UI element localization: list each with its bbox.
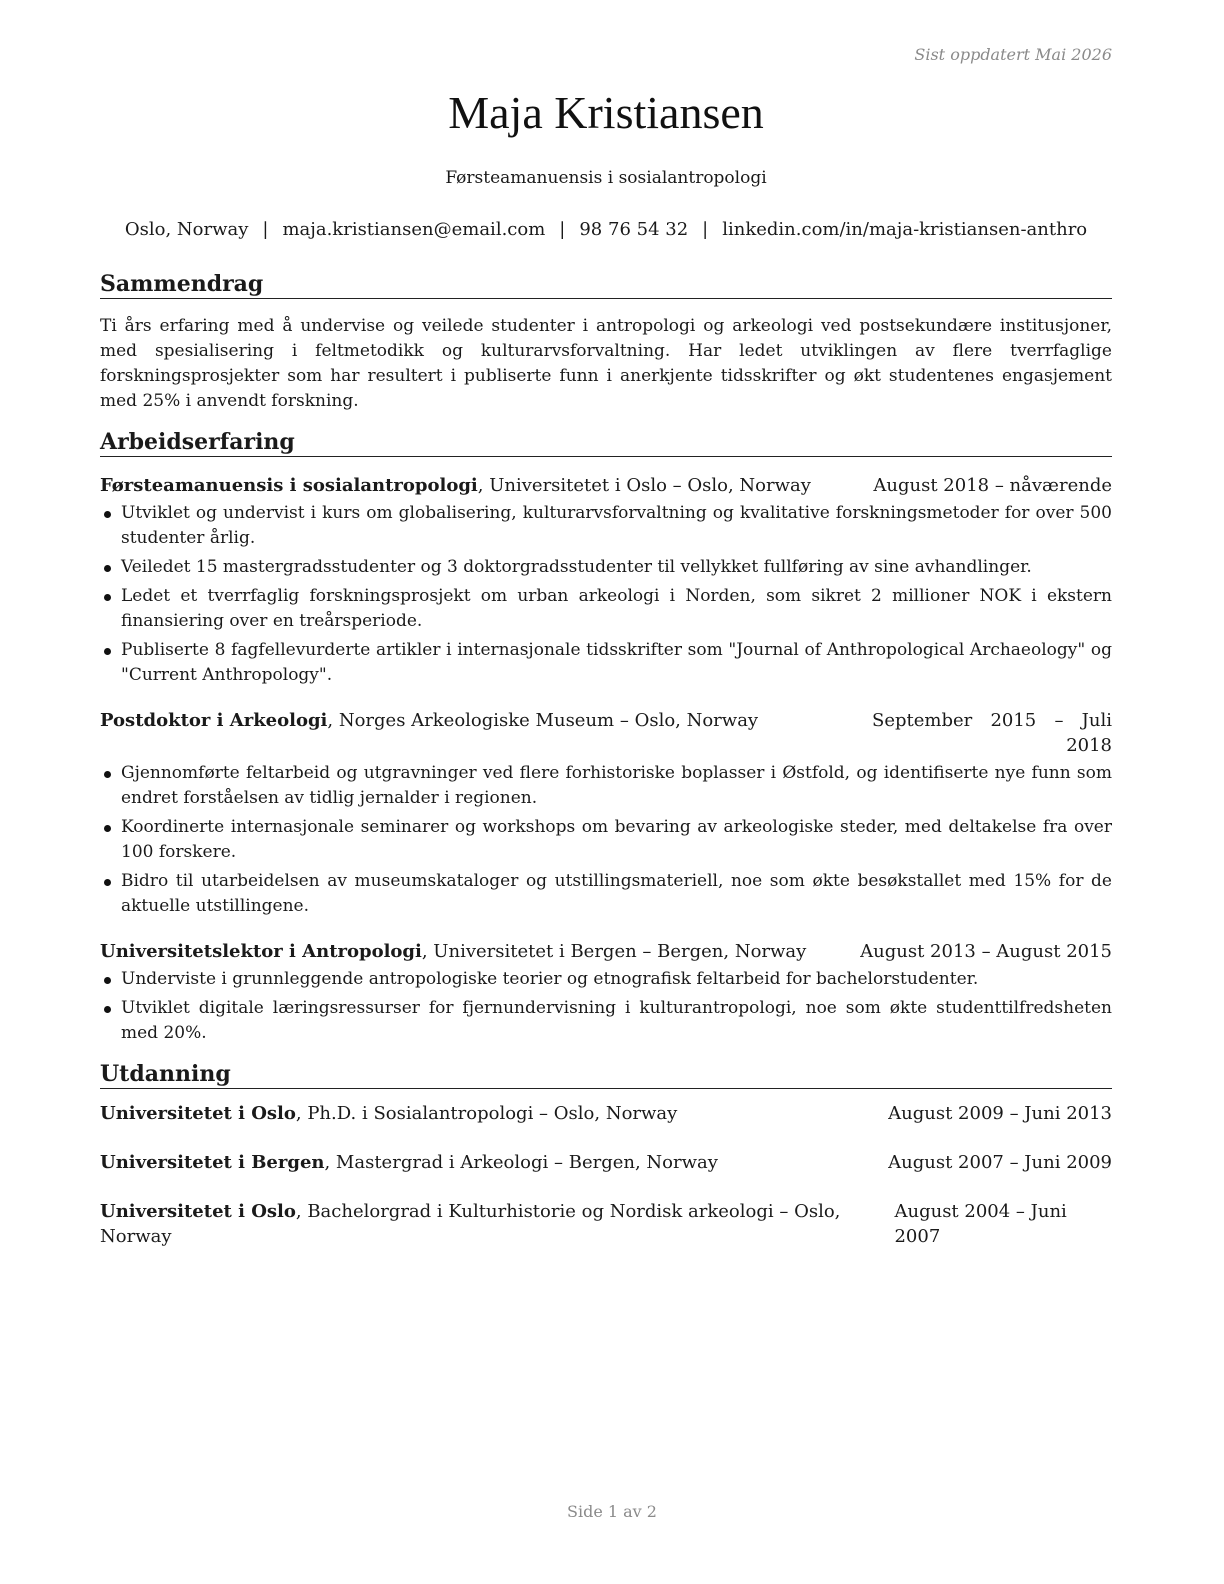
contact-separator: | bbox=[559, 219, 566, 240]
education-entry bbox=[100, 1101, 1112, 1126]
job-dates: August 2018 – nåværende bbox=[873, 475, 1112, 496]
job-org: , Norges Arkeologiske Museum – Oslo, Norway bbox=[327, 710, 759, 731]
last-updated: Sist oppdatert Mai 2026 bbox=[914, 45, 1112, 64]
list-item: Underviste i grunnleggende antropologiske teorier og etnografisk feltarbeid for bachelorstudenter. bbox=[100, 967, 1112, 992]
job-entry bbox=[100, 939, 1112, 1046]
job-role: Postdoktor i Arkeologi bbox=[100, 710, 328, 731]
job-org: , Universitetet i Bergen – Bergen, Norway bbox=[421, 941, 807, 962]
page-number: Side 1 av 2 bbox=[567, 1502, 657, 1521]
job-header bbox=[100, 939, 1112, 964]
job-bullets bbox=[100, 501, 1112, 688]
education-school: Universitetet i Bergen bbox=[100, 1152, 325, 1173]
list-item: Utviklet digitale læringsressurser for fjernundervisning i kulturantropologi, noe som økte studenttilfredsheten med 20%. bbox=[100, 996, 1112, 1046]
job-entry bbox=[100, 708, 1112, 919]
contact-email[interactable]: maja.kristiansen@email.com bbox=[282, 219, 546, 240]
education-dates: August 2009 – Juni 2013 bbox=[888, 1103, 1112, 1124]
section-title-summary: Sammendrag bbox=[100, 270, 1112, 299]
experience-section bbox=[100, 428, 1112, 1046]
list-item: Publiserte 8 fagfellevurderte artikler i internasjonale tidsskrifter som "Journal of Anthropological Archaeology" og "Current Anthropology". bbox=[100, 638, 1112, 688]
headline: Førsteamanuensis i sosialantropologi bbox=[445, 168, 767, 188]
contact-location: Oslo, Norway bbox=[124, 219, 249, 240]
job-dates: August 2013 – August 2015 bbox=[860, 941, 1112, 962]
contact-line bbox=[100, 219, 1112, 240]
contact-phone: 98 76 54 32 bbox=[579, 219, 689, 240]
resume-page bbox=[100, 0, 1112, 1584]
education-degree: , Mastergrad i Arkeologi – Bergen, Norway bbox=[324, 1152, 718, 1173]
job-role: Førsteamanuensis i sosialantropologi bbox=[100, 475, 478, 496]
list-item: Ledet et tverrfaglig forskningsprosjekt om urban arkeologi i Norden, som sikret 2 millioner NOK i ekstern finansiering over en treårsperiode. bbox=[100, 584, 1112, 634]
education-entry bbox=[100, 1150, 1112, 1175]
job-bullets bbox=[100, 761, 1112, 919]
resume-sections bbox=[100, 270, 1112, 1249]
list-item: Veiledet 15 mastergradsstudenter og 3 doktorgradsstudenter til vellykket fullføring av sine avhandlinger. bbox=[100, 555, 1112, 580]
job-dates: September 2015 – Juli 2018 bbox=[872, 710, 1112, 756]
job-header bbox=[100, 708, 1112, 758]
education-dates: August 2007 – Juni 2009 bbox=[888, 1152, 1112, 1173]
contact-separator: | bbox=[262, 219, 269, 240]
list-item: Koordinerte internasjonale seminarer og workshops om bevaring av arkeologiske steder, med deltakelse fra over 100 forskere. bbox=[100, 815, 1112, 865]
section-title-experience: Arbeidserfaring bbox=[100, 428, 1112, 457]
list-item: Gjennomførte feltarbeid og utgravninger ved flere forhistoriske boplasser i Østfold, og identifiserte nye funn som endret forståelsen av tidlig jernalder i regionen. bbox=[100, 761, 1112, 811]
job-role: Universitetslektor i Antropologi bbox=[100, 941, 422, 962]
summary-text: Ti års erfaring med å undervise og veilede studenter i antropologi og arkeologi ved postsekundære institusjoner, med spesialisering i feltmetodikk og kulturarvsforvaltning. Har ledet utviklingen av flere tverrfaglige forskningsprosjekter som har resultert i publiserte funn i anerkjente tidsskrifter og økt studentenes engasjement med 25% i anvendt forskning. bbox=[100, 316, 1112, 411]
list-item: Utviklet og undervist i kurs om globalisering, kulturarvsforvaltning og kvalitative forskningsmetoder for over 500 studenter årlig. bbox=[100, 501, 1112, 551]
education-degree: , Bachelorgrad i Kulturhistorie og Nordisk arkeologi – Oslo, Norway bbox=[100, 1201, 841, 1247]
education-section bbox=[100, 1060, 1112, 1249]
job-org: , Universitetet i Oslo – Oslo, Norway bbox=[477, 475, 811, 496]
education-school: Universitetet i Oslo bbox=[100, 1103, 296, 1124]
contact-separator: | bbox=[702, 219, 709, 240]
job-entry bbox=[100, 473, 1112, 688]
job-header bbox=[100, 473, 1112, 498]
list-item: Bidro til utarbeidelsen av museumskataloger og utstillingsmateriell, noe som økte besøkstallet med 15% for de aktuelle utstillingene. bbox=[100, 869, 1112, 919]
education-entry bbox=[100, 1199, 1112, 1249]
education-dates: August 2004 – Juni 2007 bbox=[894, 1201, 1067, 1247]
job-bullets bbox=[100, 967, 1112, 1046]
candidate-name: Maja Kristiansen bbox=[448, 87, 764, 138]
section-title-education: Utdanning bbox=[100, 1060, 1112, 1089]
contact-linkedin[interactable]: linkedin.com/in/maja-kristiansen-anthro bbox=[722, 219, 1088, 240]
education-degree: , Ph.D. i Sosialantropologi – Oslo, Norway bbox=[295, 1103, 678, 1124]
education-school: Universitetet i Oslo bbox=[100, 1201, 296, 1222]
summary-section bbox=[100, 270, 1112, 414]
